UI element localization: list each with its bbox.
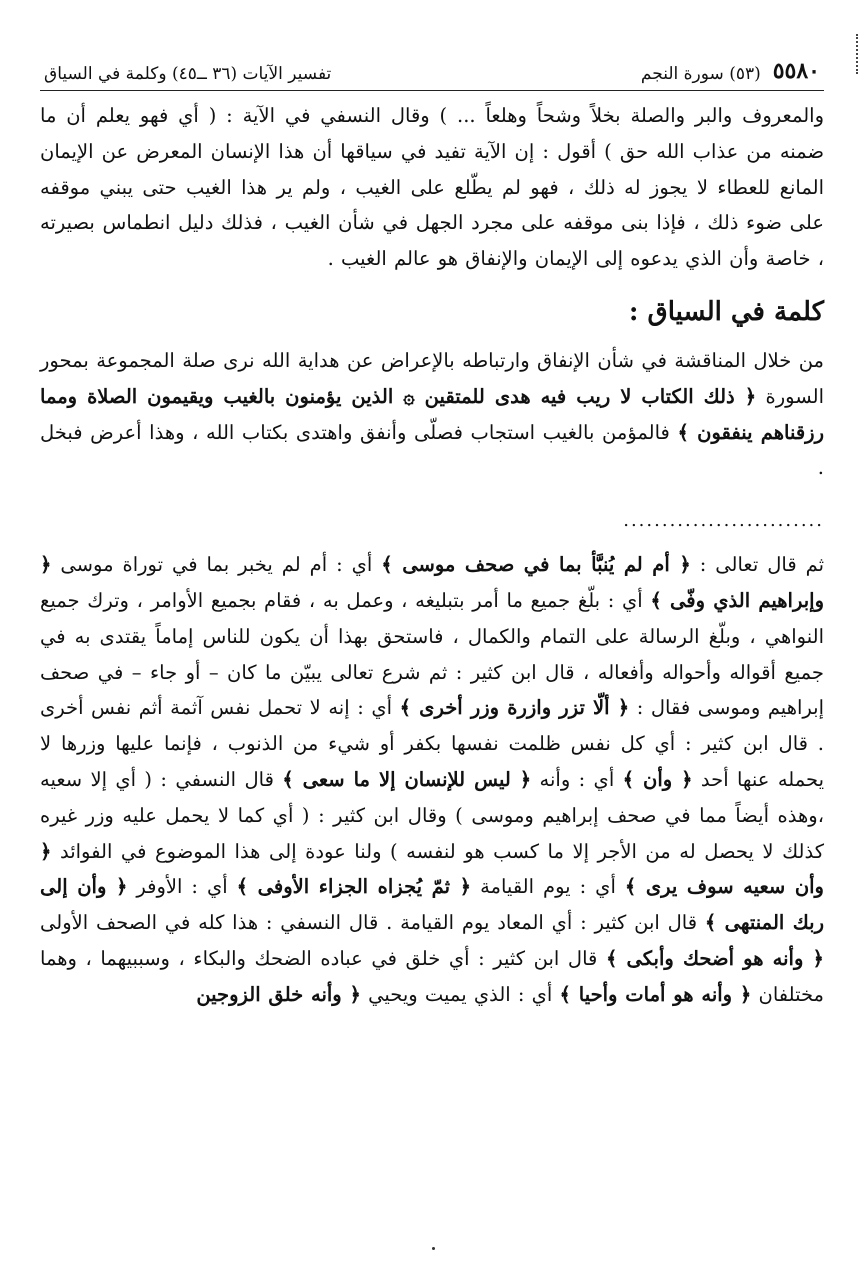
tafsir-text: أي : يوم القيامة bbox=[471, 875, 625, 899]
context-text-2: فالمؤمن بالغيب استجاب فصلّى وأنفق واهتدى بكتاب الله ، وهذا أعرض فبخل . bbox=[40, 420, 824, 480]
verse-text: ﴿ وأنه هو أمات وأحيا ﴾ bbox=[559, 982, 752, 1006]
context-verse: ﴿ ذلك الكتاب لا ريب فيه هدى للمتقين ۞ الذين يؤمنون بالغيب ويقيمون الصلاة ومما رزقناهم ينفقون ﴾ bbox=[40, 384, 824, 444]
context-text-1: من خلال المناقشة في شأن الإنفاق وارتباطه بالإعراض عن هداية الله نرى صلة المجموعة بمحور السورة bbox=[40, 348, 824, 408]
tafsir-text: أي : وأنه bbox=[531, 767, 623, 791]
tafsir-text: قال النسفي : ( أي إلا سعيه ،وهذه أيضاً مما في صحف إبراهيم وموسى ) وقال ابن كثير : ( أي كما لا يحمل عليه وزر غيره كذلك لا يحصل له من الأجر إلا ما كسب هو لنفسه ) ولنا عودة إلى هذا الموضوع في الفوائد bbox=[40, 767, 824, 863]
tafsir-paragraph bbox=[40, 547, 824, 1012]
verse-text: ﴿ وأنه خلق الزوجين bbox=[196, 982, 361, 1006]
page-edge-mark bbox=[848, 34, 858, 74]
page-body bbox=[40, 98, 824, 1013]
context-paragraph bbox=[40, 343, 824, 486]
tafsir-text: قال ابن كثير : أي خلق في عباده الضحك والبكاء ، وسببيهما ، وهما مختلفان bbox=[40, 946, 824, 1006]
verse-text: ﴿ ليس للإنسان إلا ما سعى ﴾ bbox=[282, 767, 532, 791]
header-right bbox=[641, 58, 820, 84]
tafsir-text: أي : الأوفر bbox=[127, 875, 237, 899]
verse-text: ﴿ وإبراهيم الذي وفّى ﴾ bbox=[40, 553, 824, 612]
page-bottom-mark bbox=[432, 1247, 435, 1250]
intro-paragraph: والمعروف والبر والصلة بخلاً وشحاً وهلعاً ... ) وقال النسفي في الآية : ( أي فهو يعلم أن ما ضمنه من عذاب الله حق ) أقول : إن الآية تفيد في سياقها أن هذا الإنسان المعرض عن الإيمان المانع للعطاء لا يجوز له ذلك ، فهو لم يطّلع على الغيب ، ولم ير هذا الغيب حتى يبني موقفه على ضوء ذلك ، فإذا بنى موقفه على مجرد الجهل في شأن الغيب ، فذلك دليل انطماس بصيرته ، خاصة وأن الذي يدعوه إلى الإيمان والإنفاق هو عالم الغيب . bbox=[40, 104, 824, 271]
tafsir-text: أي : أم لم يخبر بما في توراة موسى bbox=[51, 553, 382, 577]
page-header bbox=[44, 44, 820, 84]
verse-text: ﴿ ألّا تزر وازرة وزر أخرى ﴾ bbox=[399, 696, 630, 720]
section-heading: كلمة في السياق : bbox=[628, 296, 824, 327]
tafsir-text: أي : إنه لا تحمل نفس آثمة أثم نفس أخرى . قال ابن كثير : أي كل نفس ظلمت نفسها بكفر أو شيء من الذنوب ، فإنما عليها وزرها لا يحمله عنها أحد bbox=[40, 696, 825, 791]
verse-text: ﴿ أم لم يُنبَّأ بما في صحف موسى ﴾ bbox=[381, 553, 691, 577]
tafsir-text: أي : الذي يميت ويحيي bbox=[360, 982, 560, 1006]
tafsir-text: أي : بلّغ جميع ما أمر بتبليغه ، وعمل به ، فقام بجميع الأوامر ، وترك جميع النواهي ، وبلّغ الرسالة على التمام والكمال ، فاستحق بهذا أن يكون للناس إماماً يقتدى به في جميع أقواله وأحواله وأفعاله ، قال ابن كثير : ثم شرع تعالى يبيّن ما كان – أو جاء – في صحف إبراهيم وموسى فقال : bbox=[40, 588, 825, 720]
page-number: ٥٥٨٠ bbox=[772, 58, 820, 84]
header-rule bbox=[40, 90, 824, 91]
verse-text: ﴿ وأن ﴾ bbox=[622, 767, 693, 791]
verse-text: ﴿ وأن سعيه سوف يرى ﴾ bbox=[40, 839, 824, 899]
verse-text: ﴿ وأن إلى ربك المنتهى ﴾ bbox=[40, 875, 824, 935]
verse-text: ﴿ ثمّ يُجزاه الجزاء الأوفى ﴾ bbox=[236, 875, 472, 899]
surah-name: (٥٣) سورة النجم bbox=[640, 64, 761, 84]
verse-text: ﴿ وأنه هو أضحك وأبكى ﴾ bbox=[605, 946, 824, 970]
tafsir-text: ثم قال تعالى : bbox=[690, 553, 825, 577]
tafsir-text: قال ابن كثير : أي المعاد يوم القيامة . قال النسفي : هذا كله في الصحف الأولى bbox=[40, 911, 705, 935]
dotted-separator: .......................... bbox=[623, 510, 824, 532]
section-title: تفسير الآيات (٣٦ ــ٤٥) وكلمة في السياق bbox=[44, 64, 332, 84]
